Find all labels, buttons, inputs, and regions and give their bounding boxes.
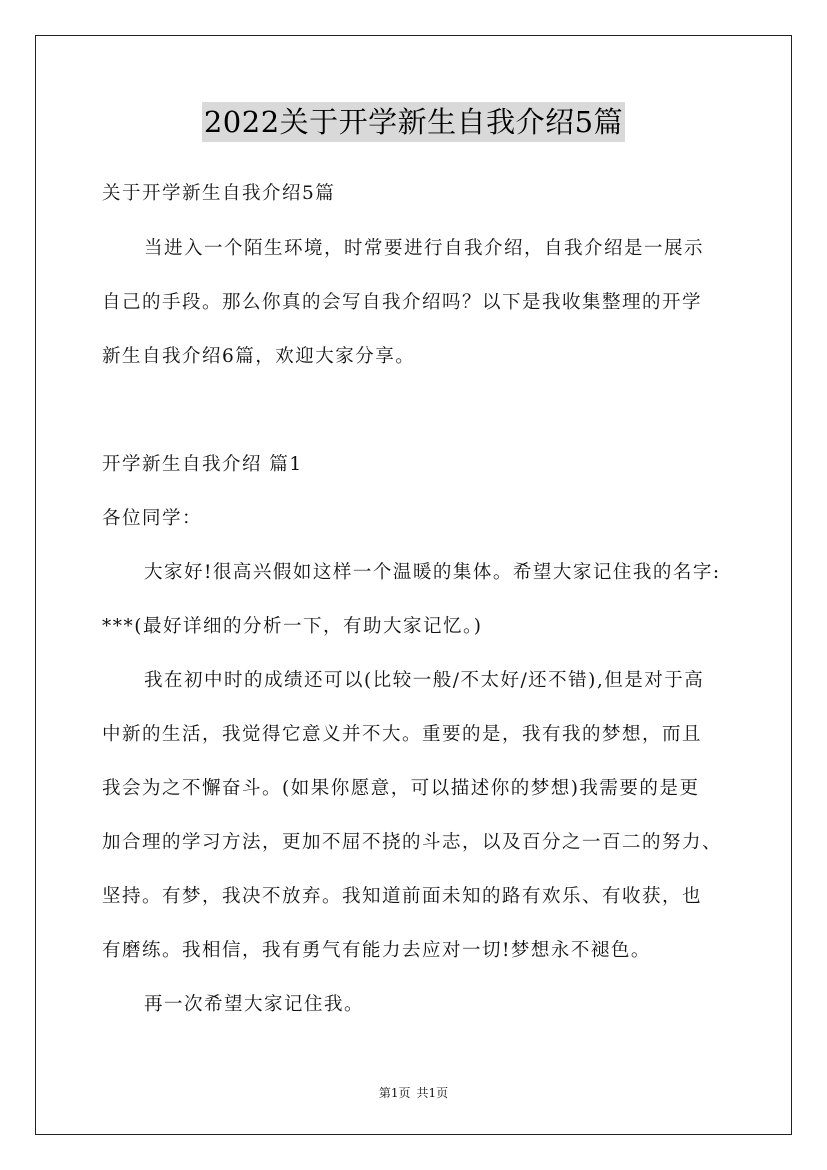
para2-line-3: 我会为之不懈奋斗。(如果你愿意，可以描述你的梦想)我需要的是更 <box>102 778 700 799</box>
para1-line-1: 大家好!很高兴假如这样一个温暖的集体。希望大家记住我的名字: <box>144 562 721 583</box>
para1-line-2: ***(最好详细的分析一下，有助大家记忆。) <box>102 616 483 637</box>
page-total: 共1页 <box>416 1086 449 1100</box>
section-heading: 开学新生自我介绍 篇1 <box>102 454 303 475</box>
para2-line-6: 有磨练。我相信，我有勇气有能力去应对一切!梦想永不褪色。 <box>102 940 651 961</box>
intro-line-2: 自己的手段。那么你真的会写自我介绍吗？以下是我收集整理的开学 <box>102 292 703 313</box>
title-container <box>0 102 827 142</box>
intro-line-3: 新生自我介绍6篇，欢迎大家分享。 <box>102 346 416 367</box>
para2-line-5: 坚持。有梦，我决不放弃。我知道前面未知的路有欢乐、有收获，也 <box>102 886 703 907</box>
intro-line-1: 当进入一个陌生环境，时常要进行自我介绍，自我介绍是一展示 <box>144 238 705 259</box>
para2-line-1: 我在初中时的成绩还可以(比较一般/不太好/还不错),但是对于高 <box>144 670 705 691</box>
subtitle: 关于开学新生自我介绍5篇 <box>102 183 336 204</box>
greeting: 各位同学： <box>102 508 203 529</box>
document-title: 2022关于开学新生自我介绍5篇 <box>202 102 625 142</box>
para2-line-2: 中新的生活，我觉得它意义并不大。重要的是，我有我的梦想，而且 <box>102 724 703 745</box>
page-footer <box>0 1084 827 1101</box>
page-number: 第1页 <box>378 1086 411 1100</box>
para3-line: 再一次希望大家记住我。 <box>144 994 365 1015</box>
para2-line-4: 加合理的学习方法，更加不屈不挠的斗志，以及百分之一百二的努力、 <box>102 832 723 853</box>
